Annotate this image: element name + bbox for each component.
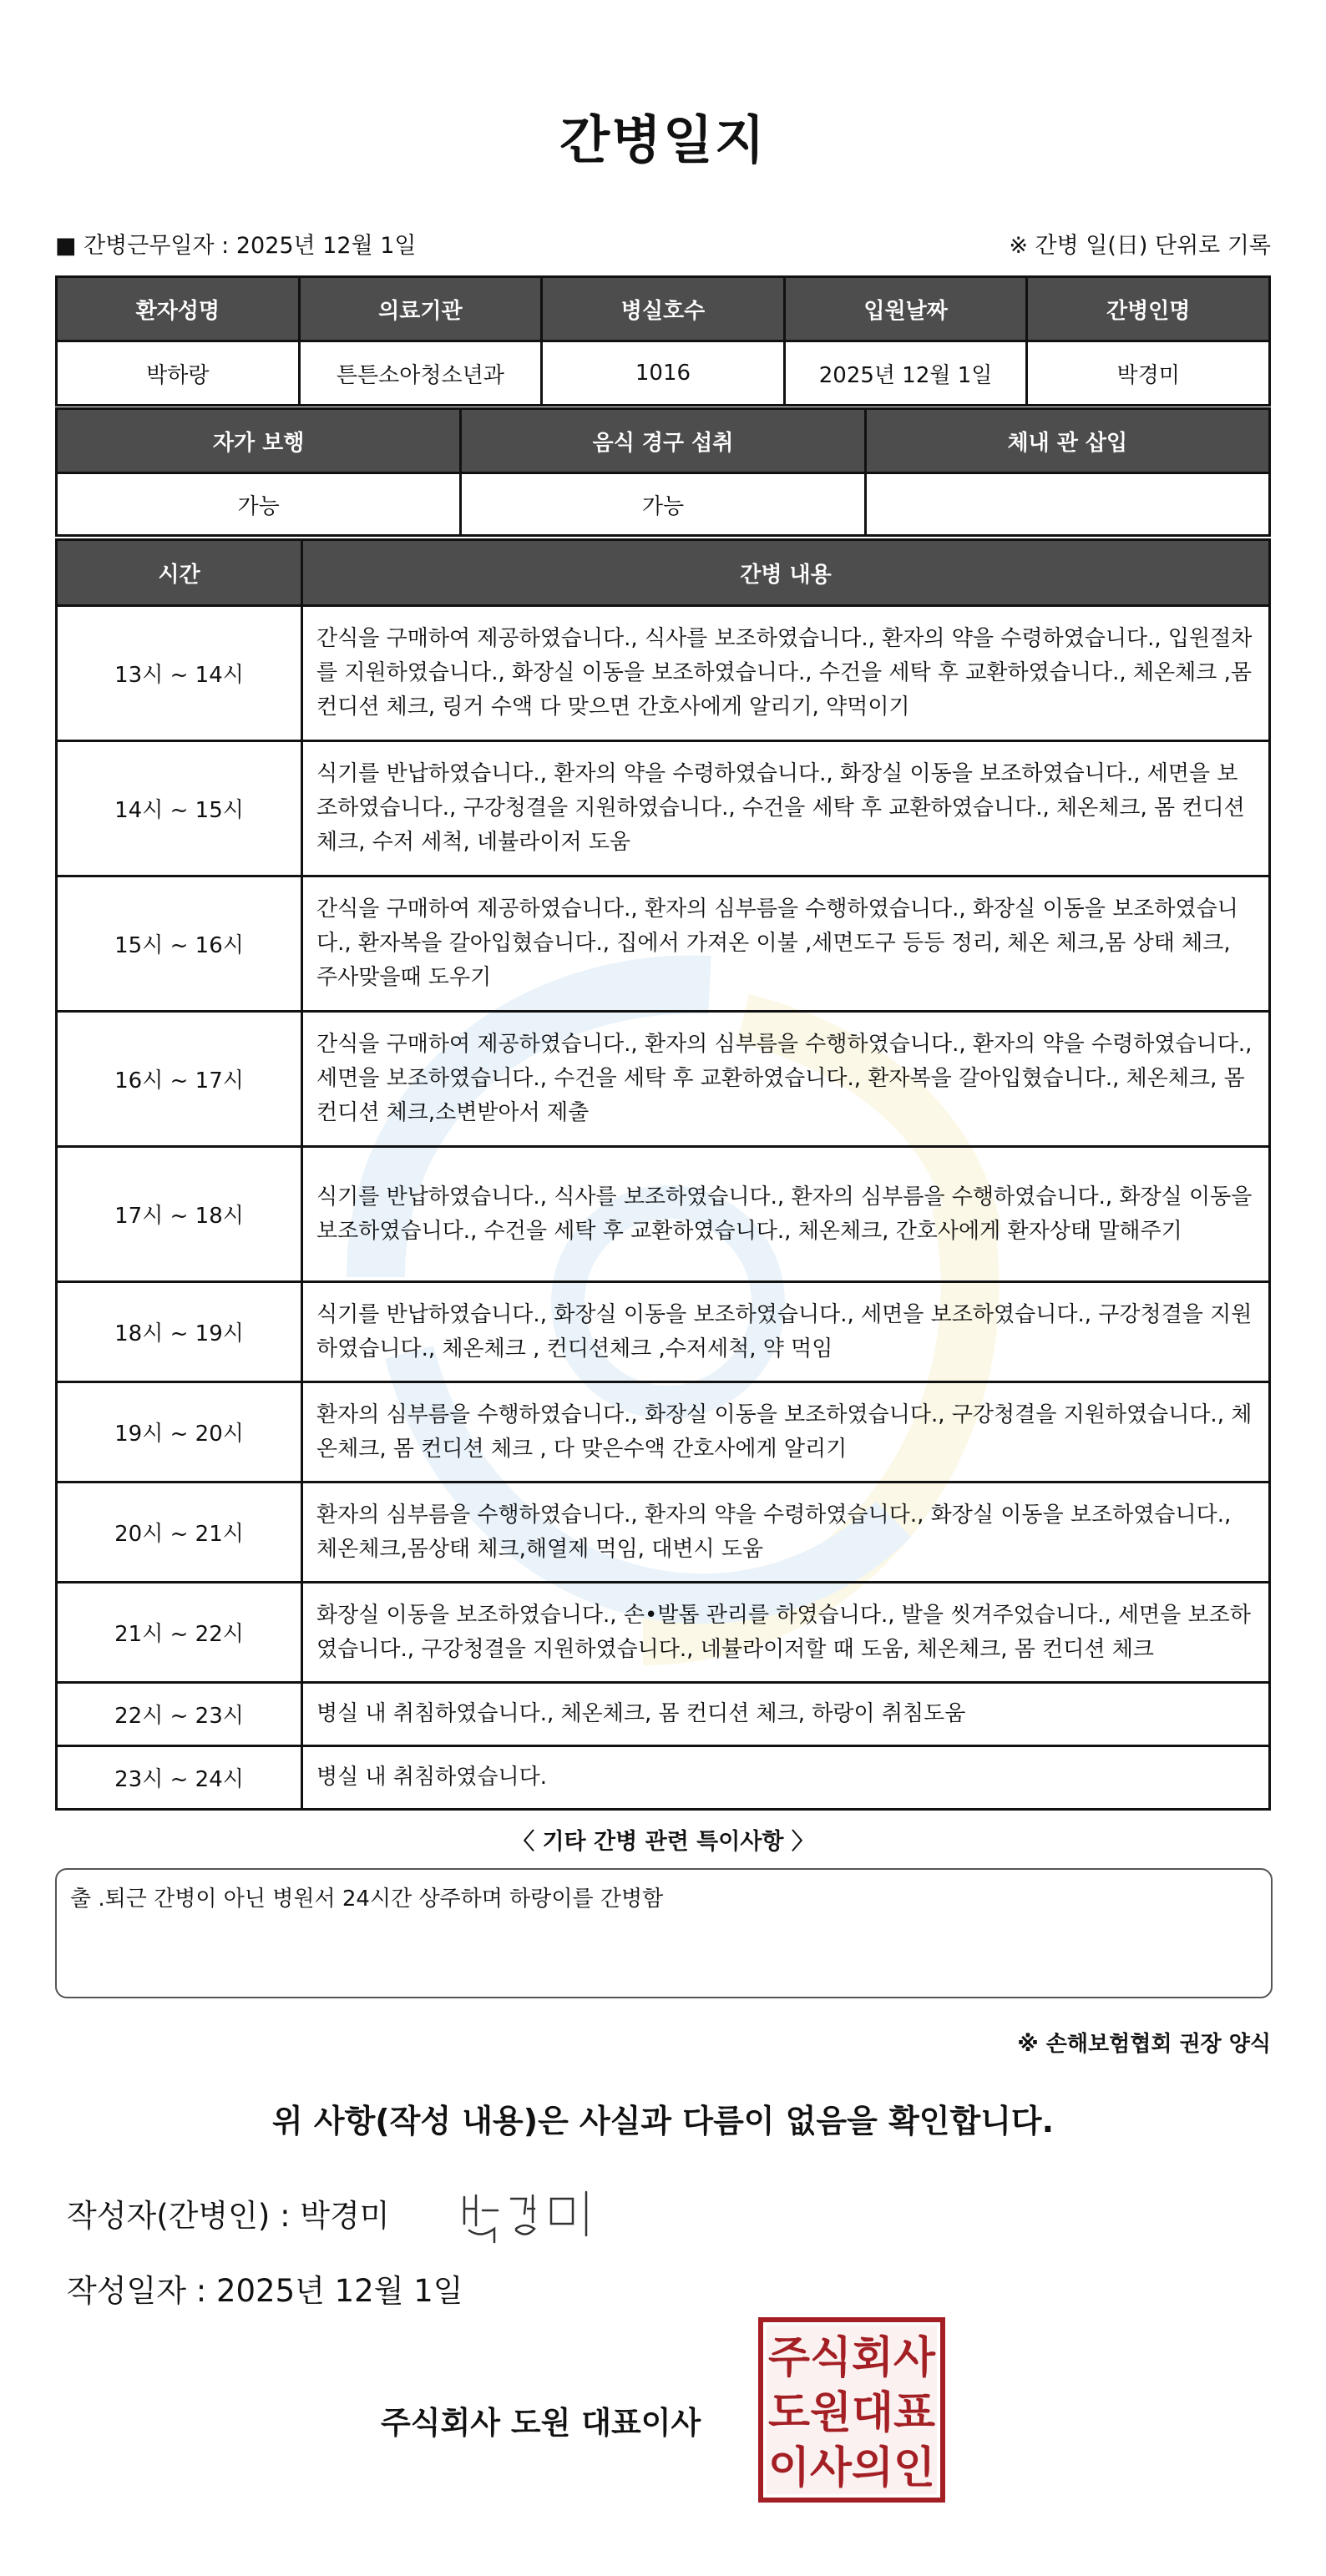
log-content: 병실 내 취침하였습니다.	[302, 1746, 1270, 1810]
log-content: 식기를 반납하였습니다., 환자의 약을 수령하였습니다., 화장실 이동을 보조하였습니다., 세면을 보조하였습니다., 구강청결을 지원하였습니다., 수건을 세탁 후 교환하였습니다., 체온체크, 몸 컨디션체크, 수저 세척, 네뷸라이저 도움	[302, 741, 1270, 876]
meta-row	[55, 227, 1271, 260]
write-date-line: 작성일자 : 2025년 12월 1일	[67, 2273, 463, 2309]
log-content: 환자의 심부름을 수행하였습니다., 환자의 약을 수령하였습니다., 화장실 이동을 보조하였습니다., 체온체크,몸상태 체크,해열제 먹임, 대변시 도움	[302, 1482, 1270, 1583]
header-oral-intake: 음식 경구 섭취	[461, 409, 865, 473]
log-time: 19시 ~ 20시	[57, 1382, 302, 1482]
table-row	[57, 1147, 1270, 1282]
log-time: 22시 ~ 23시	[57, 1683, 302, 1746]
patient-info-table	[55, 275, 1271, 407]
header-time: 시간	[57, 540, 302, 606]
header-room: 병실호수	[542, 277, 785, 341]
log-content: 간식을 구매하여 제공하였습니다., 환자의 심부름을 수행하였습니다., 화장실 이동을 보조하였습니다., 환자복을 갈아입혔습니다., 집에서 가져온 이불 ,세면도구 등등 정리, 체온 체크,몸 상태 체크, 주사맞을때 도우기	[302, 876, 1270, 1012]
log-time: 16시 ~ 17시	[57, 1012, 302, 1147]
header-walking: 자가 보행	[57, 409, 461, 473]
patient-name: 박하랑	[57, 341, 300, 406]
tube-value	[865, 473, 1269, 536]
company-signatory: 주식회사 도원 대표이사	[381, 2405, 701, 2441]
header-caregiver: 간병인명	[1027, 277, 1270, 341]
log-time: 20시 ~ 21시	[57, 1482, 302, 1583]
log-time: 15시 ~ 16시	[57, 876, 302, 1012]
log-time: 21시 ~ 22시	[57, 1583, 302, 1683]
page-title: 간병일지	[559, 109, 767, 170]
special-notes-heading: 〈 기타 간병 관련 특이사항 〉	[512, 1829, 814, 1855]
handwritten-signature	[458, 2180, 608, 2247]
patient-status-table	[55, 407, 1271, 537]
table-row	[57, 1683, 1270, 1746]
table-row	[57, 1012, 1270, 1147]
log-time: 18시 ~ 19시	[57, 1282, 302, 1382]
writer-line: 작성자(간병인) : 박경미	[67, 2198, 390, 2234]
walking-value: 가능	[57, 473, 461, 536]
table-row	[57, 1282, 1270, 1382]
log-time: 17시 ~ 18시	[57, 1147, 302, 1282]
company-seal-stamp	[758, 2317, 945, 2503]
log-time: 14시 ~ 15시	[57, 741, 302, 876]
log-content: 병실 내 취침하였습니다., 체온체크, 몸 컨디션 체크, 하랑이 취침도움	[302, 1683, 1270, 1746]
header-hospital: 의료기관	[299, 277, 542, 341]
table-row	[57, 876, 1270, 1012]
work-date: ■ 간병근무일자 : 2025년 12월 1일	[55, 233, 417, 259]
header-care-content: 간병 내용	[302, 540, 1270, 606]
record-unit-note: ※ 간병 일(日) 단위로 기록	[1009, 233, 1271, 259]
table-row	[57, 1482, 1270, 1583]
table-row	[57, 1583, 1270, 1683]
confirmation-statement: 위 사항(작성 내용)은 사실과 다름이 없음을 확인합니다.	[271, 2103, 1055, 2139]
log-content: 식기를 반납하였습니다., 화장실 이동을 보조하였습니다., 세면을 보조하였습니다., 구강청결을 지원하였습니다., 체온체크 , 컨디션체크 ,수저세척, 약 먹임	[302, 1282, 1270, 1382]
oral-intake-value: 가능	[461, 473, 865, 536]
hospital-name: 튼튼소아청소년과	[299, 341, 542, 406]
table-row	[57, 606, 1270, 741]
care-log-table	[55, 538, 1271, 1811]
log-content: 간식을 구매하여 제공하였습니다., 환자의 심부름을 수행하였습니다., 환자의 약을 수령하였습니다., 세면을 보조하였습니다., 수건을 세탁 후 교환하였습니다., 환자복을 갈아입혔습니다., 체온체크, 몸 컨디션 체크,소변받아서 제출	[302, 1012, 1270, 1147]
log-time: 13시 ~ 14시	[57, 606, 302, 741]
table-row	[57, 1746, 1270, 1810]
svg-text:주식회사: 주식회사	[768, 2333, 936, 2383]
log-content: 환자의 심부름을 수행하였습니다., 화장실 이동을 보조하였습니다., 구강청결을 지원하였습니다., 체온체크, 몸 컨디션 체크 , 다 맞은수액 간호사에게 알리기	[302, 1382, 1270, 1482]
header-tube: 체내 관 삽입	[865, 409, 1269, 473]
log-content: 화장실 이동을 보조하였습니다., 손•발톱 관리를 하였습니다., 발을 씻겨주었습니다., 세면을 보조하였습니다., 구강청결을 지원하였습니다., 네뷸라이저할 때 도움, 체온체크, 몸 컨디션 체크	[302, 1583, 1270, 1683]
header-patient-name: 환자성명	[57, 277, 300, 341]
room-number: 1016	[542, 341, 785, 406]
table-row	[57, 1382, 1270, 1482]
special-notes-box	[55, 1868, 1273, 1998]
svg-text:이사의인: 이사의인	[768, 2443, 935, 2493]
header-admission-date: 입원날짜	[784, 277, 1027, 341]
table-row	[57, 741, 1270, 876]
svg-text:도원대표: 도원대표	[768, 2388, 935, 2438]
admission-date: 2025년 12월 1일	[784, 341, 1027, 406]
log-content: 간식을 구매하여 제공하였습니다., 식사를 보조하였습니다., 환자의 약을 수령하였습니다., 입원절차를 지원하였습니다., 화장실 이동을 보조하였습니다., 수건을 세탁 후 교환하였습니다., 체온체크 ,몸 컨디션 체크, 링거 수액 다 맞으면 간호사에게 알리기, 약먹이기	[302, 606, 1270, 741]
special-notes-text: 출 .퇴근 간병이 아닌 병원서 24시간 상주하며 하랑이를 간병함	[70, 1887, 664, 1912]
log-time: 23시 ~ 24시	[57, 1746, 302, 1810]
recommended-form-note: ※ 손해보험협회 권장 양식	[1017, 2032, 1271, 2057]
caregiver-name: 박경미	[1027, 341, 1270, 406]
log-content: 식기를 반납하였습니다., 식사를 보조하였습니다., 환자의 심부름을 수행하였습니다., 화장실 이동을 보조하였습니다., 수건을 세탁 후 교환하였습니다., 체온체크, 간호사에게 환자상태 말해주기	[302, 1147, 1270, 1282]
